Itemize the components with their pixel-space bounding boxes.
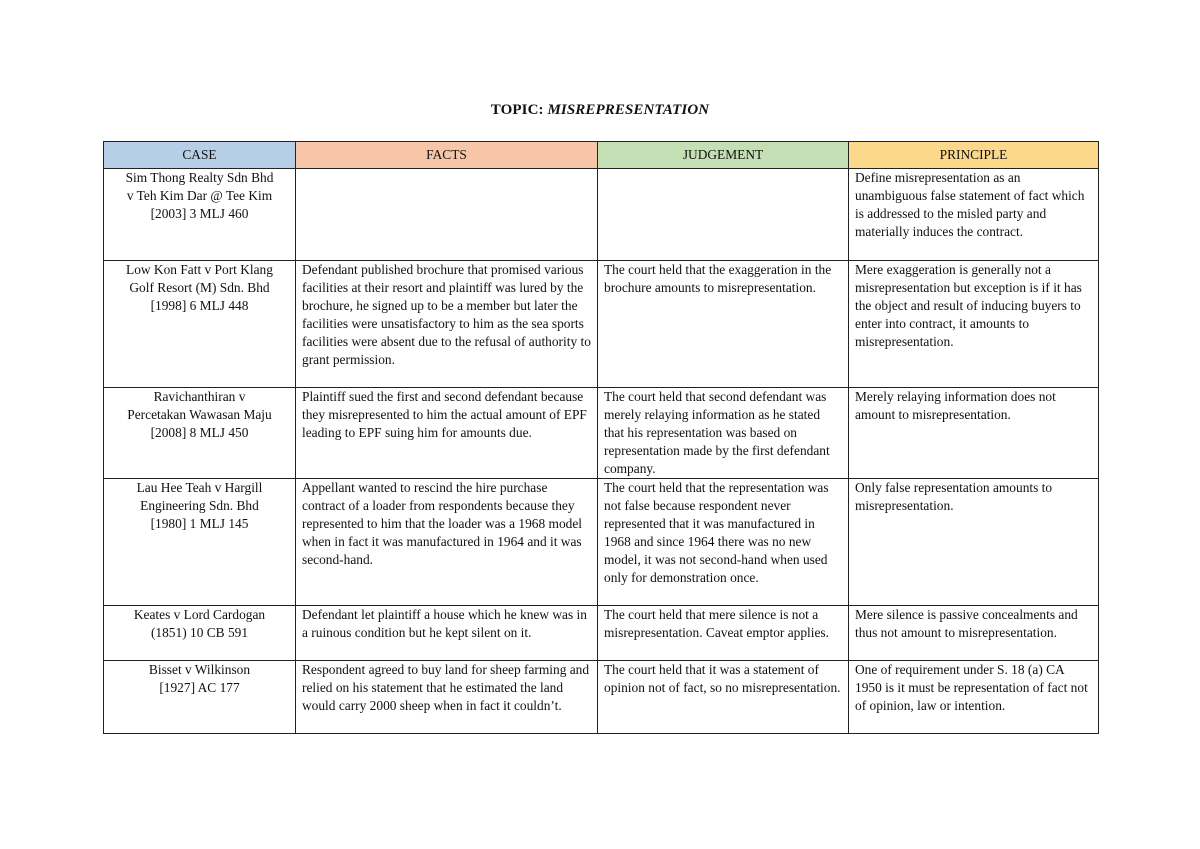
case-line: v Teh Kim Dar @ Tee Kim <box>126 188 273 203</box>
judgement-cell: The court held that the representation was not false because respondent never represented that it was manufactured in 1968 and since 1964 there was no new model, it was not second-hand when used only for demonstration once. <box>598 479 849 606</box>
principle-cell: Mere exaggeration is generally not a misrepresentation but exception is if it has the object and result of inducing buyers to enter into contract, it amounts to misrepresentation. <box>849 261 1099 388</box>
case-table <box>103 141 1099 734</box>
judgement-cell <box>598 169 849 261</box>
facts-cell: Appellant wanted to rescind the hire purchase contract of a loader from respondents because they represented to him that the loader was a 1968 model when in fact it was manufactured in 1964 and it was second-hand. <box>296 479 598 606</box>
case-line: [1927] AC 177 <box>159 680 240 695</box>
table-row <box>104 661 1099 734</box>
case-line: Lau Hee Teah v Hargill <box>136 480 263 495</box>
principle-cell: Only false representation amounts to misrepresentation. <box>849 479 1099 606</box>
case-line: Keates v Lord Cardogan <box>133 607 266 622</box>
principle-cell: Define misrepresentation as an unambiguous false statement of fact which is addressed to the misled party and materially induces the contract. <box>849 169 1099 261</box>
header-principle: PRINCIPLE <box>849 142 1099 169</box>
case-line: Percetakan Wawasan Maju <box>127 407 272 422</box>
case-line: [2008] 8 MLJ 450 <box>150 425 249 440</box>
case-cell <box>104 606 296 661</box>
case-line: Bisset v Wilkinson <box>148 662 251 677</box>
case-cell <box>104 169 296 261</box>
table-row <box>104 479 1099 606</box>
table-row <box>104 606 1099 661</box>
table-row <box>104 261 1099 388</box>
header-case: CASE <box>104 142 296 169</box>
judgement-cell: The court held that mere silence is not a misrepresentation. Caveat emptor applies. <box>598 606 849 661</box>
case-line: Low Kon Fatt v Port Klang <box>126 262 273 277</box>
title-prefix: TOPIC: <box>490 102 548 118</box>
case-line: Ravichanthiran v <box>153 389 246 404</box>
case-line: (1851) 10 CB 591 <box>150 625 249 640</box>
case-cell <box>104 661 296 734</box>
case-cell <box>104 388 296 479</box>
facts-cell: Defendant published brochure that promised various facilities at their resort and plaintiff was lured by the brochure, he signed up to be a member but later the facilities were unsatisfactory to him as the sea sports facilities were absent due to the refusal of authority to grant permission. <box>296 261 598 388</box>
case-cell <box>104 261 296 388</box>
case-cell <box>104 479 296 606</box>
principle-cell: One of requirement under S. 18 (a) CA 1950 is it must be representation of fact not of opinion, law or intention. <box>849 661 1099 734</box>
page-title <box>0 102 1200 119</box>
case-line: [1998] 6 MLJ 448 <box>150 298 249 313</box>
table-row <box>104 388 1099 479</box>
case-line: [1980] 1 MLJ 145 <box>150 516 249 531</box>
case-line: Engineering Sdn. Bhd <box>140 498 259 513</box>
case-line: [2003] 3 MLJ 460 <box>150 206 249 221</box>
facts-cell: Plaintiff sued the first and second defendant because they misrepresented to him the actual amount of EPF leading to EPF suing him for amounts due. <box>296 388 598 479</box>
case-line: Golf Resort (M) Sdn. Bhd <box>129 280 270 295</box>
facts-cell: Respondent agreed to buy land for sheep farming and relied on his statement that he estimated the land would carry 2000 sheep when in fact it couldn’t. <box>296 661 598 734</box>
case-line: Sim Thong Realty Sdn Bhd <box>125 170 274 185</box>
principle-cell: Mere silence is passive concealments and thus not amount to misrepresentation. <box>849 606 1099 661</box>
judgement-cell: The court held that it was a statement of opinion not of fact, so no misrepresentation. <box>598 661 849 734</box>
facts-cell: Defendant let plaintiff a house which he knew was in a ruinous condition but he kept silent on it. <box>296 606 598 661</box>
title-topic: MISREPRESENTATION <box>547 102 710 118</box>
header-row <box>104 142 1099 169</box>
table-row <box>104 169 1099 261</box>
header-facts: FACTS <box>296 142 598 169</box>
judgement-cell: The court held that second defendant was merely relaying information as he stated that his representation was based on representation made by the first defendant company. <box>598 388 849 479</box>
facts-cell <box>296 169 598 261</box>
judgement-cell: The court held that the exaggeration in the brochure amounts to misrepresentation. <box>598 261 849 388</box>
principle-cell: Merely relaying information does not amount to misrepresentation. <box>849 388 1099 479</box>
header-judgement: JUDGEMENT <box>598 142 849 169</box>
